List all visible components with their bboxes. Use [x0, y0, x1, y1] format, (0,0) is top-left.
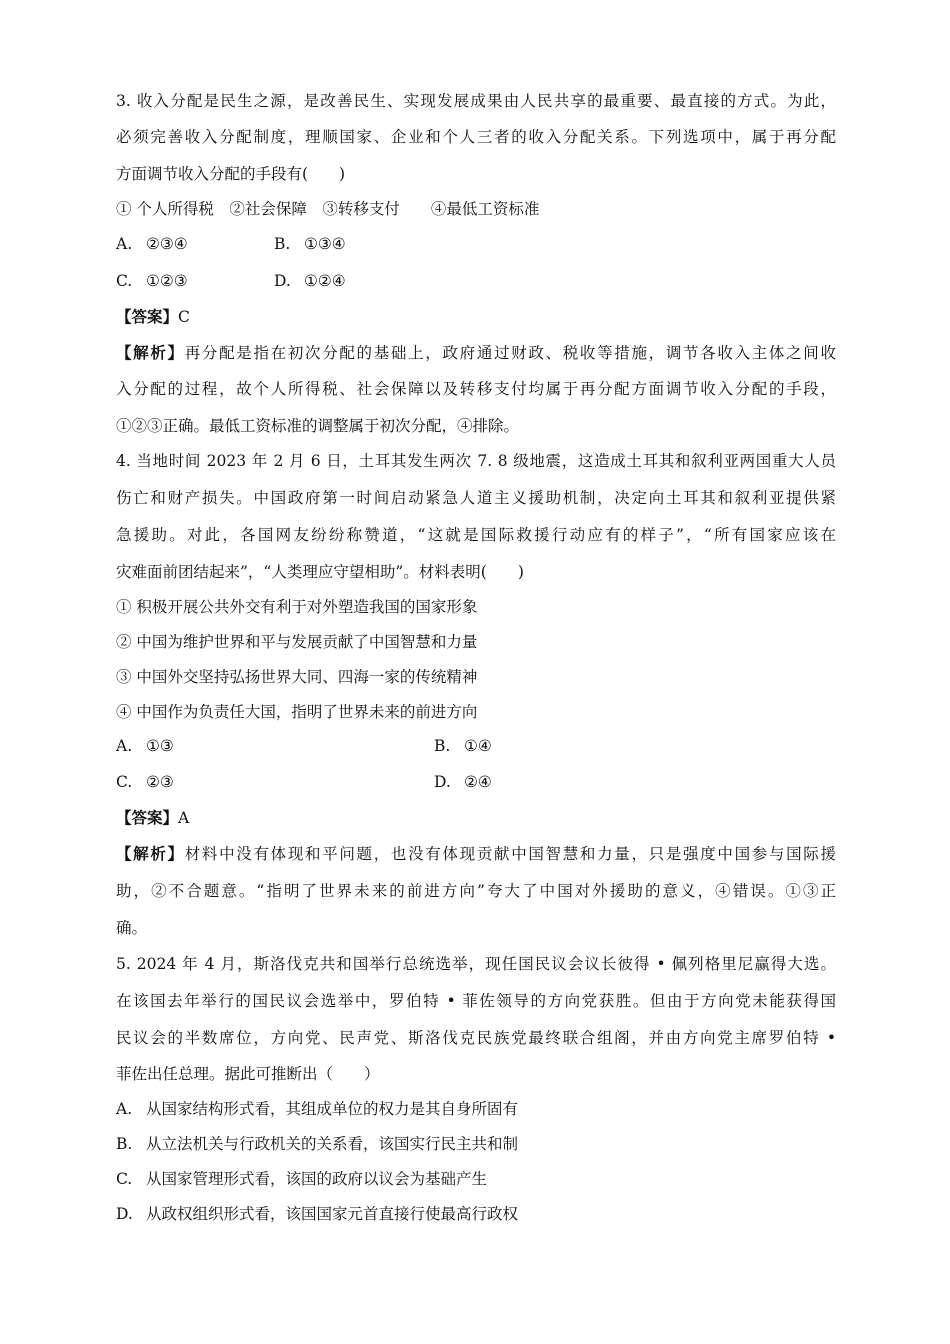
option-letter: D. [274, 272, 291, 290]
q5-stem-line-1: 5. 2024 年 4 月，斯洛伐克共和国举行总统选举，现任国民议会议长彼得 • 佩列格里尼赢得大选。 [116, 955, 836, 973]
option-text: ②③④ [146, 235, 188, 253]
option-letter: A. [116, 235, 133, 253]
q4-stem-line-2: 伤亡和财产损失。中国政府第一时间启动紧急人道主义援助机制，决定向土耳其和叙利亚提供紧 [116, 489, 836, 507]
answer-value: A [178, 809, 190, 827]
option-text: ②③ [146, 773, 174, 791]
q4-option-d [434, 771, 492, 793]
q4-analysis-line-2: 助，②不合题意。“指明了世界未来的前进方向”夸大了中国对外援助的意义，④错误。①③正 [116, 882, 836, 900]
q3-analysis-line-3: ①②③正确。最低工资标准的调整属于初次分配，④排除。 [116, 417, 520, 435]
q3-analysis-line-2: 入分配的过程，故个人所得税、社会保障以及转移支付均属于再分配方面调节收入分配的手段， [116, 380, 836, 398]
q4-item-3: ③ 中国外交坚持弘扬世界大同、四海一家的传统精神 [116, 668, 478, 686]
analysis-label: 【解析】 [116, 844, 185, 863]
option-text: 从立法机关与行政机关的关系看，该国实行民主共和制 [146, 1135, 519, 1153]
q4-stem-line-3: 急援助。对此，各国网友纷纷称赞道，“这就是国际救援行动应有的样子”，“所有国家应该在 [116, 526, 836, 544]
option-text: ①②④ [304, 272, 346, 290]
option-letter: D. [116, 1205, 133, 1223]
q4-option-c [116, 771, 174, 793]
q3-option-b [274, 233, 346, 255]
q5-stem-line-2: 在该国去年举行的国民议会选举中，罗伯特 • 菲佐领导的方向党获胜。但由于方向党未能获得国 [116, 992, 836, 1010]
option-text: ①③ [146, 737, 174, 755]
option-text: 从国家结构形式看，其组成单位的权力是其自身所固有 [146, 1100, 519, 1118]
q3-stem-line-3: 方面调节收入分配的手段有( ) [116, 165, 346, 183]
option-letter: A. [116, 1100, 133, 1118]
q4-analysis-line-1 [116, 843, 836, 865]
analysis-text: 材料中没有体现和平问题，也没有体现贡献中国智慧和力量，只是强度中国参与国际援 [184, 845, 836, 863]
option-text: ①②③ [146, 272, 188, 290]
q3-analysis-line-1 [116, 342, 836, 364]
q3-stem-line-1: 3. 收入分配是民生之源，是改善民生、实现发展成果由人民共享的最重要、最直接的方式。为此， [116, 92, 836, 110]
option-text: ①④ [464, 737, 492, 755]
q4-option-b [434, 735, 492, 757]
q4-answer [116, 807, 836, 829]
answer-label: 【答案】 [116, 808, 179, 827]
q5-option-a [116, 1098, 518, 1120]
option-letter: B. [274, 235, 291, 253]
option-letter: B. [116, 1135, 133, 1153]
option-letter: C. [116, 773, 133, 791]
q3-items: ① 个人所得税 ②社会保障 ③转移支付 ④最低工资标准 [116, 200, 540, 218]
option-letter: D. [434, 773, 451, 791]
q3-option-a [116, 233, 188, 255]
q5-option-b [116, 1133, 518, 1155]
q3-answer [116, 306, 836, 328]
option-letter: C. [116, 1170, 133, 1188]
q3-stem-line-2: 必须完善收入分配制度，理顺国家、企业和个人三者的收入分配关系。下列选项中，属于再分配 [116, 128, 836, 146]
q4-stem-line-1: 4. 当地时间 2023 年 2 月 6 日，土耳其发生两次 7. 8 级地震，这造成土耳其和叙利亚两国重大人员 [116, 452, 836, 470]
option-letter: A. [116, 737, 133, 755]
q4-option-a [116, 735, 174, 757]
q4-item-4: ④ 中国作为负责任大国，指明了世界未来的前进方向 [116, 703, 478, 721]
q4-analysis-line-3: 确。 [116, 919, 148, 937]
q4-item-1: ① 积极开展公共外交有利于对外塑造我国的国家形象 [116, 598, 478, 616]
q5-option-c [116, 1168, 487, 1190]
option-letter: B. [434, 737, 451, 755]
option-text: 从国家管理形式看，该国的政府以议会为基础产生 [146, 1170, 488, 1188]
option-text: ②④ [464, 773, 492, 791]
option-letter: C. [116, 272, 133, 290]
answer-label: 【答案】 [116, 307, 179, 326]
q5-option-d [116, 1203, 518, 1225]
q5-stem-line-3: 民议会的半数席位，方向党、民声党、斯洛伐克民族党最终联合组阁，并由方向党主席罗伯特 • [116, 1029, 836, 1047]
q4-stem-line-4: 灾难面前团结起来”，“人类理应守望相助”。材料表明( ) [116, 563, 524, 581]
q3-option-c [116, 270, 188, 292]
option-text: 从政权组织形式看，该国国家元首直接行使最高行政权 [146, 1205, 519, 1223]
answer-value: C [178, 308, 190, 326]
q4-item-2: ② 中国为维护世界和平与发展贡献了中国智慧和力量 [116, 633, 478, 651]
option-text: ①③④ [304, 235, 346, 253]
q5-stem-line-4: 菲佐出任总理。据此可推断出（ ） [116, 1065, 380, 1083]
q3-option-d [274, 270, 346, 292]
analysis-label: 【解析】 [116, 343, 185, 362]
analysis-text: 再分配是指在初次分配的基础上，政府通过财政、税收等措施，调节各收入主体之间收 [184, 344, 836, 362]
